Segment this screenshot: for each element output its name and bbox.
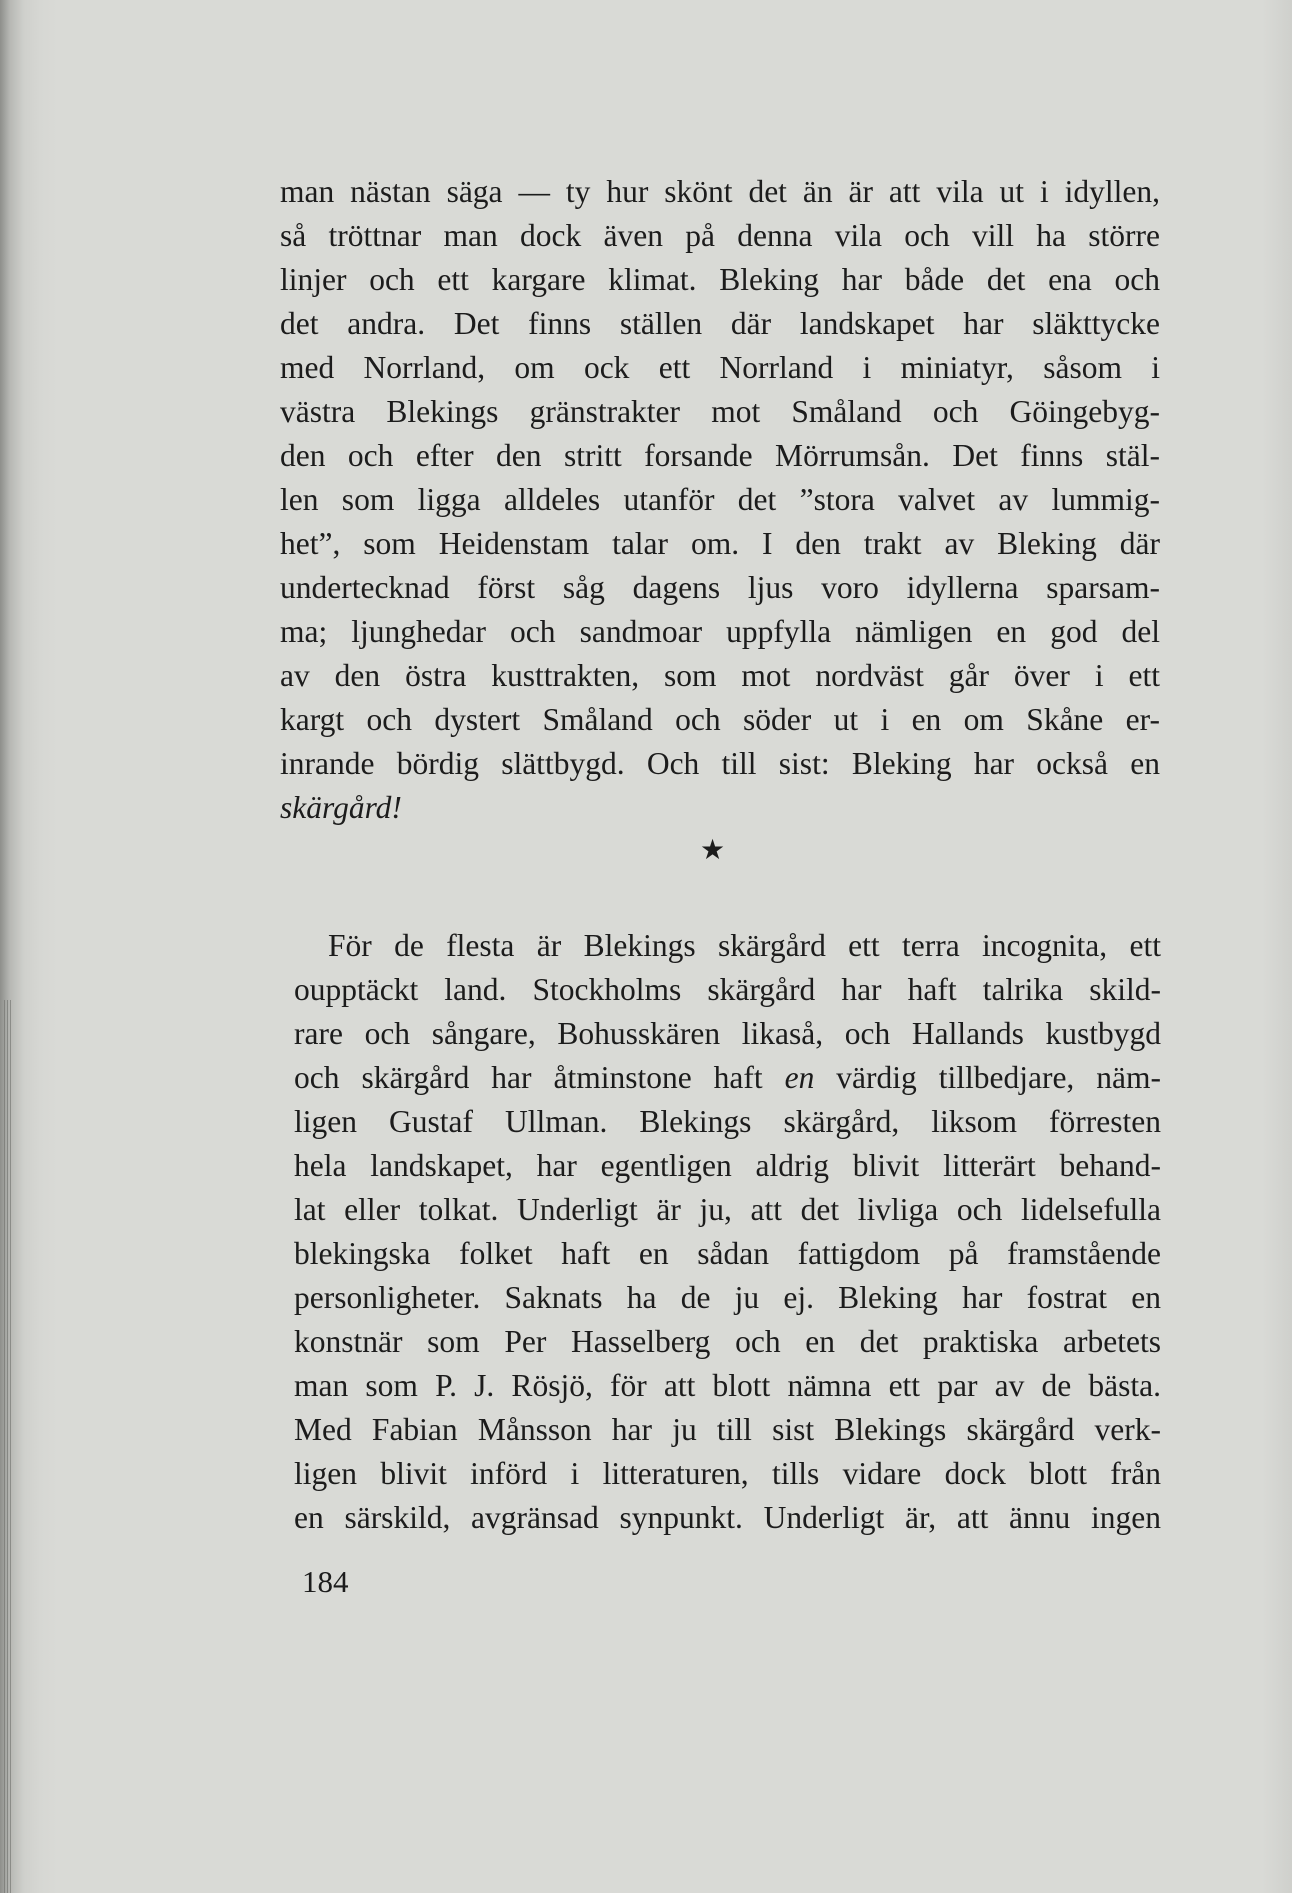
paragraph-1 (280, 170, 1160, 830)
italic-word: en (784, 1060, 815, 1095)
text-segment: och skärgård har åtminstone haft (294, 1060, 785, 1095)
text-line: man som P. J. Rösjö, för att blott nämna ett par av de bästa. (294, 1368, 1161, 1403)
paragraph-2 (294, 924, 1161, 1540)
text-line: För de flesta är Blekings skärgård ett terra incognita, ett (328, 928, 1161, 963)
star-separator: ★ (700, 835, 726, 866)
text-line: den och efter den stritt forsande Mörrumsån. Det finns stäl- (280, 438, 1160, 473)
page-number: 184 (302, 1564, 349, 1599)
text-line: en särskild, avgränsad synpunkt. Underligt är, att ännu ingen (294, 1500, 1161, 1535)
text-line: personligheter. Saknats ha de ju ej. Bleking har fostrat en (294, 1280, 1161, 1315)
text-line: lat eller tolkat. Underligt är ju, att det livliga och lidelsefulla (294, 1192, 1161, 1227)
text-line: av den östra kusttrakten, som mot nordväst går över i ett (280, 658, 1160, 693)
text-line: linjer och ett kargare klimat. Bleking har både det ena och (280, 262, 1160, 297)
text-line: ligen Gustaf Ullman. Blekings skärgård, liksom förresten (294, 1104, 1161, 1139)
text-line: blekingska folket haft en sådan fattigdom på framstående (294, 1236, 1161, 1271)
text-line: undertecknad först såg dagens ljus voro idyllerna sparsam- (280, 570, 1160, 605)
text-line: Med Fabian Månsson har ju till sist Blekings skärgård verk- (294, 1412, 1161, 1447)
text-line: len som ligga alldeles utanför det ”stora valvet av lummig- (280, 482, 1160, 517)
text-line: oupptäckt land. Stockholms skärgård har haft talrika skild- (294, 972, 1161, 1007)
text-line: hela landskapet, har egentligen aldrig blivit litterärt behand- (294, 1148, 1161, 1183)
text-line: rare och sångare, Bohusskären likaså, och Hallands kustbygd (294, 1016, 1161, 1051)
text-line: inrande bördig slättbygd. Och till sist: Bleking har också en (280, 746, 1160, 781)
text-line: så tröttnar man dock även på denna vila och vill ha större (280, 218, 1160, 253)
text-line-with-italic (294, 1056, 1161, 1100)
text-line: med Norrland, om ock ett Norrland i miniatyr, såsom i (280, 350, 1160, 385)
text-line: det andra. Det finns ställen där landskapet har släkttycke (280, 306, 1160, 341)
text-line: konstnär som Per Hasselberg och en det praktiska arbetets (294, 1324, 1161, 1359)
text-line-italic: skärgård! (280, 790, 402, 825)
text-line: man nästan säga — ty hur skönt det än är att vila ut i idyllen, (280, 174, 1160, 209)
page-shadow (1262, 0, 1292, 1893)
page-edge (0, 0, 58, 1893)
text-line: västra Blekings gränstrakter mot Småland och Göingebyg- (280, 394, 1160, 429)
text-line: het”, som Heidenstam talar om. I den trakt av Bleking där (280, 526, 1160, 561)
text-line: kargt och dystert Småland och söder ut i en om Skåne er- (280, 702, 1160, 737)
text-segment: värdig tillbedjare, näm- (814, 1060, 1161, 1095)
text-line: ligen blivit införd i litteraturen, tills vidare dock blott från (294, 1456, 1161, 1491)
text-line: ma; ljunghedar och sandmoar uppfylla nämligen en god del (280, 614, 1160, 649)
